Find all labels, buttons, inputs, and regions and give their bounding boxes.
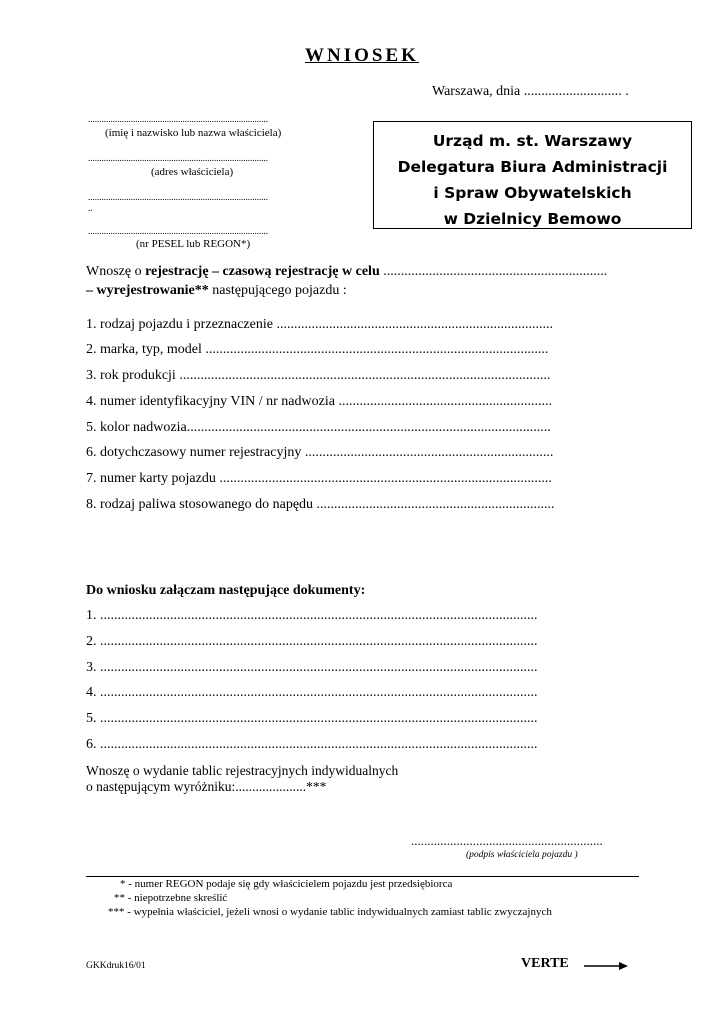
verte-label: VERTE: [521, 956, 569, 971]
owner-name-caption: (imię i nazwisko lub nazwa właściciela): [105, 127, 282, 139]
vehicle-item-vin[interactable]: 4. numer identyfikacyjny VIN / nr nadwozia .............................................................: [86, 394, 552, 409]
arrow-right-icon: [584, 959, 628, 973]
owner-address-caption: (adres właściciela): [151, 166, 234, 178]
vehicle-item-fuel[interactable]: 8. rodzaj paliwa stosowanego do napędu ....................................................................: [86, 497, 555, 512]
document-title: WNIOSEK: [305, 45, 419, 66]
request-prefix: Wnoszę o: [86, 264, 146, 279]
office-line-2: Delegatura Biura Administracji: [397, 158, 668, 176]
form-code: GKKdruk16/01: [86, 961, 146, 971]
vehicle-item-type[interactable]: 1. rodzaj pojazdu i przeznaczenie ...............................................................................: [86, 317, 553, 332]
request-line-2-rest: następującego pojazdu :: [208, 283, 347, 298]
documents-heading: Do wniosku załączam następujące dokumenty:: [86, 583, 366, 598]
request-type-options: rejestrację – czasową rejestrację w celu: [145, 264, 380, 279]
vehicle-item-card[interactable]: 7. numer karty pojazdu ...............................................................................................: [86, 471, 552, 486]
signature-caption: (podpis właściciela pojazdu ): [466, 850, 578, 860]
document-item-4[interactable]: 4. .............................................................................................................................: [86, 685, 538, 700]
office-line-4: w Dzielnicy Bemowo: [443, 210, 622, 228]
office-line-1: Urząd m. st. Warszawy: [432, 132, 633, 150]
date-line: Warszawa, dnia ............................ .: [432, 84, 629, 99]
pesel-caption: (nr PESEL lub REGON*): [136, 238, 251, 250]
request-line-2: [86, 283, 347, 299]
document-item-3[interactable]: 3. .............................................................................................................................: [86, 660, 538, 675]
footnote-2: ** - niepotrzebne skreślić: [114, 892, 228, 904]
owner-name-dots[interactable]: ................................................................................: [88, 114, 268, 124]
plates-request-line-1: Wnoszę o wydanie tablic rejestracyjnych indywidualnych: [86, 763, 399, 778]
document-item-6[interactable]: 6. .............................................................................................................................: [86, 737, 538, 752]
office-address-box: [373, 121, 692, 229]
document-item-5[interactable]: 5. .............................................................................................................................: [86, 711, 538, 726]
vehicle-item-color[interactable]: 5. kolor nadwozia........................................................................................................: [86, 420, 551, 435]
vehicle-item-make[interactable]: 2. marka, typ, model ..................................................................................................: [86, 342, 549, 357]
footnote-divider: [86, 876, 639, 877]
document-item-1[interactable]: 1. .............................................................................................................................: [86, 608, 538, 623]
signature-dots[interactable]: ...........................................................: [411, 833, 603, 848]
owner-address-dots[interactable]: ................................................................................: [88, 153, 268, 163]
pesel-dots[interactable]: ................................................................................: [88, 226, 268, 236]
owner-address-dots-3: ..: [88, 203, 93, 213]
deregistration-option: – wyrejestrowanie**: [86, 283, 209, 298]
vehicle-item-prev-reg[interactable]: 6. dotychczasowy numer rejestracyjny .......................................................................: [86, 445, 554, 460]
footnote-3: *** - wypełnia właściciel, jeżeli wnosi o wydanie tablic indywidualnych zamiast tablic zwyczajnych: [108, 906, 552, 918]
document-item-2[interactable]: 2. .............................................................................................................................: [86, 634, 538, 649]
footnote-1: * - numer REGON podaje się gdy właścicielem pojazdu jest przedsiębiorca: [120, 878, 453, 890]
plates-request-line-2[interactable]: o następującym wyróżniku:.....................***: [86, 779, 327, 794]
office-line-3: i Spraw Obywatelskich: [433, 184, 632, 202]
owner-address-dots-2[interactable]: ................................................................................: [88, 192, 268, 202]
request-line-1: [86, 264, 607, 280]
vehicle-item-year[interactable]: 3. rok produkcji ..........................................................................................................: [86, 368, 551, 383]
request-purpose-dots[interactable]: ................................................................: [379, 264, 608, 279]
